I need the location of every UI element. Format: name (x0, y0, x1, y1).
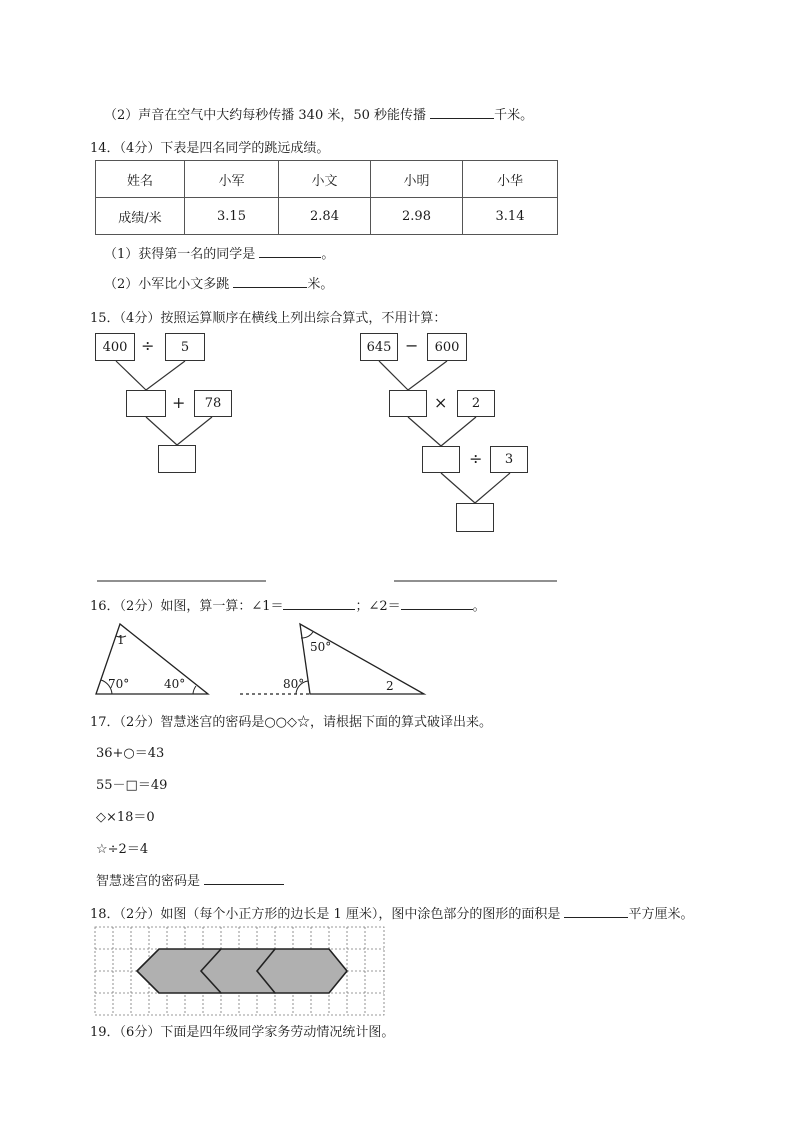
table-cell: 成绩/米 (96, 198, 185, 235)
left-box-c: 78 (194, 390, 232, 417)
right-box-d: 3 (490, 446, 528, 473)
left-box-a: 400 (95, 333, 135, 361)
table-cell: 3.15 (185, 198, 279, 235)
right-box-b: 600 (427, 333, 467, 361)
right-op3: ÷ (469, 449, 483, 468)
q13-part2: （2）声音在空气中大约每秒传播 340 米，50 秒能传播 千米。 (104, 104, 533, 123)
password-blank[interactable] (204, 870, 284, 885)
table-cell: 小军 (185, 161, 279, 198)
left-result-box-2[interactable] (158, 445, 196, 473)
hexagon-3 (257, 949, 347, 993)
table-cell: 3.14 (463, 198, 558, 235)
q14-part1: （1）获得第一名的同学是 。 (104, 243, 334, 262)
q16-stem: 16．（2分）如图，算一算：∠1＝ ；∠2＝ 。 (90, 595, 486, 614)
tri1-angle-70: 70° (108, 677, 130, 691)
q14-stem: 14．（4分）下表是四名同学的跳远成绩。 (90, 141, 330, 156)
right-op2: × (434, 393, 448, 412)
table-cell: 小华 (463, 161, 558, 198)
tri2-angle-80: 80° (283, 677, 305, 691)
table-cell: 姓名 (96, 161, 185, 198)
table-cell: 小文 (279, 161, 371, 198)
angle2-blank[interactable] (401, 595, 473, 610)
q17-answer: 智慧迷宫的密码是 (96, 870, 284, 889)
right-result-box-3[interactable] (456, 503, 494, 532)
q15-stem: 15．（4分）按照运算顺序在横线上列出综合算式，不用计算： (90, 311, 447, 326)
right-result-box-1[interactable] (389, 390, 427, 417)
right-result-box-2[interactable] (422, 446, 460, 473)
q17-stem: 17．（2分）智慧迷宫的密码是○○◇☆，请根据下面的算式破译出来。 (90, 715, 492, 730)
tri1-angle-1: 1 (117, 633, 125, 647)
table-cell: 2.84 (279, 198, 371, 235)
right-op1: − (405, 336, 419, 355)
q19-stem: 19．（6分）下面是四年级同学家务劳动情况统计图。 (90, 1025, 395, 1040)
right-box-a: 645 (360, 333, 398, 361)
left-result-box-1[interactable] (126, 390, 166, 417)
left-op1: ÷ (141, 336, 155, 355)
shaded-hexagons (137, 949, 347, 993)
q14-part2: （2）小军比小文多跳 米。 (104, 273, 333, 292)
tri2-angle-50: 50° (310, 640, 332, 654)
q17-eq4: ☆÷2＝4 (96, 842, 149, 857)
q18-stem: 18．（2分）如图（每个小正方形的边长是 1 厘米），图中涂色部分的图形的面积是 平方厘米。 (90, 903, 694, 922)
tri1-angle-40: 40° (164, 677, 186, 691)
area-blank[interactable] (564, 903, 628, 918)
right-box-c: 2 (457, 390, 495, 417)
tri2-angle-2: 2 (386, 679, 394, 693)
q17-eq2: 55－□＝49 (96, 778, 168, 793)
table-cell: 2.98 (371, 198, 463, 235)
left-box-b: 5 (165, 333, 205, 361)
q17-eq3: ◇×18＝0 (96, 810, 155, 825)
q17-eq1: 36+○＝43 (96, 746, 165, 761)
angle1-blank[interactable] (283, 595, 355, 610)
left-op2: + (172, 393, 186, 412)
table-cell: 小明 (371, 161, 463, 198)
